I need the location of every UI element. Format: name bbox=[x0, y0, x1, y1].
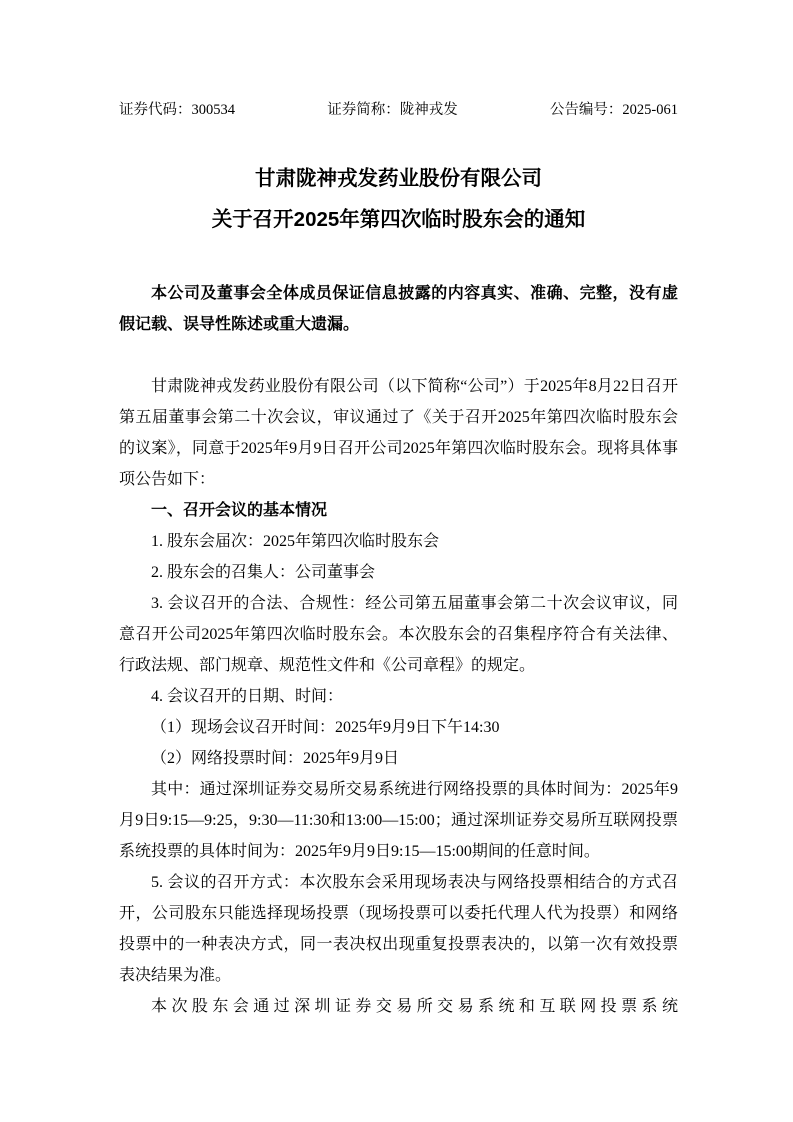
intro-paragraph: 甘肃陇神戎发药业股份有限公司（以下简称“公司”）于2025年8月22日召开第五届董事会第二十次会议，审议通过了《关于召开2025年第四次临时股东会的议案》，同意于2025年9月9日召开公司2025年第四次临时股东会。现将具体事项公告如下： bbox=[119, 378, 678, 488]
disclaimer-paragraph: 本公司及董事会全体成员保证信息披露的内容真实、准确、完整，没有虚假记载、误导性陈述或重大遗漏。 bbox=[119, 285, 678, 333]
item1-meeting-session: 1. 股东会届次：2025年第四次临时股东会 bbox=[151, 533, 440, 550]
item4-detail-vote-windows: 其中：通过深圳证券交易所交易系统进行网络投票的具体时间为：2025年9月9日9:15—9:25，9:30—11:30和13:00—15:00；通过深圳证券交易所互联网投票系统投票的具体时间为：2025年9月9日9:15—15:00期间的任意时间。 bbox=[119, 781, 678, 860]
item4-2-online-vote-time: （2）网络投票时间：2025年9月9日 bbox=[151, 750, 400, 767]
continuation-paragraph: 本次股东会通过深圳证券交易所交易系统和互联网投票系统 bbox=[151, 998, 678, 1015]
item5-meeting-method: 5. 会议的召开方式：本次股东会采用现场表决与网络投票相结合的方式召开，公司股东只能选择现场投票（现场投票可以委托代理人代为投票）和网络投票中的一种表决方式，同一表决权出现重复投票表决的，以第一次有效投票表决结果为准。 bbox=[119, 874, 678, 984]
page-content bbox=[119, 0, 678, 1022]
announcement-number: 公告编号：2025-061 bbox=[549, 102, 678, 118]
body-text bbox=[119, 371, 678, 1022]
item4-date-time: 4. 会议召开的日期、时间： bbox=[151, 688, 344, 705]
item4-1-onsite-time: （1）现场会议召开时间：2025年9月9日下午14:30 bbox=[151, 719, 500, 736]
doc-title-line2: 关于召开2025年第四次临时股东会的通知 bbox=[211, 208, 586, 231]
item3-legality: 3. 会议召开的合法、合规性：经公司第五届董事会第二十次会议审议，同意召开公司2025年第四次临时股东会。本次股东会的召集程序符合有关法律、行政法规、部门规章、规范性文件和《公司章程》的规定。 bbox=[119, 595, 678, 674]
item2-convener: 2. 股东会的召集人：公司董事会 bbox=[151, 564, 376, 581]
stock-abbr: 证券简称：陇神戎发 bbox=[327, 102, 458, 118]
stock-code: 证券代码：300534 bbox=[119, 102, 235, 118]
section1-heading: 一、召开会议的基本情况 bbox=[151, 502, 328, 519]
doc-header bbox=[119, 101, 678, 120]
doc-title-line1: 甘肃陇神戎发药业股份有限公司 bbox=[255, 167, 542, 190]
